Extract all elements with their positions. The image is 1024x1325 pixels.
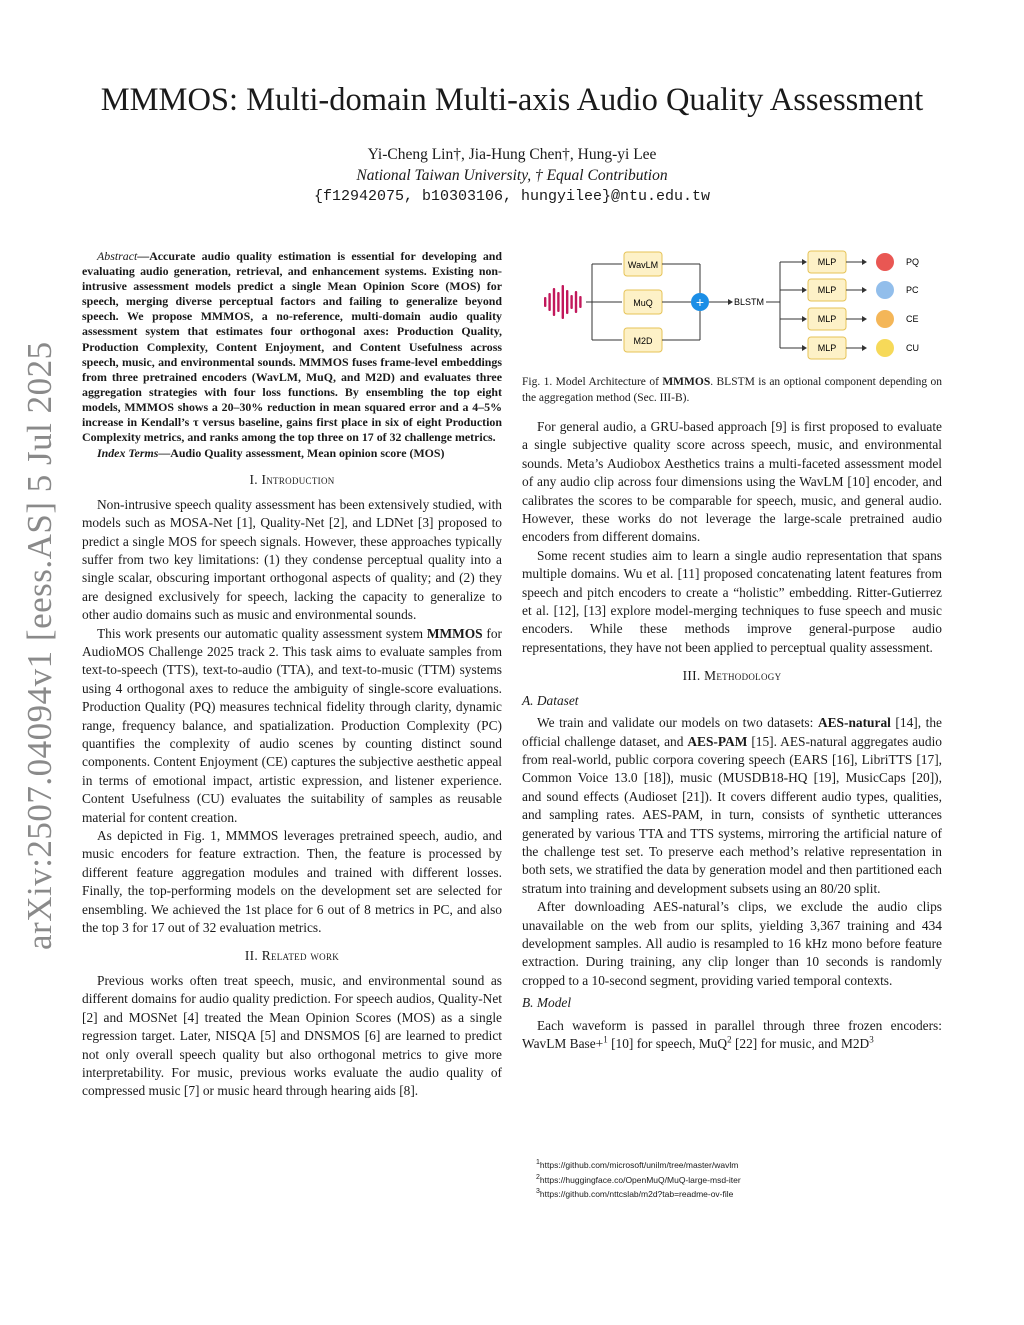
mlp-head-label: MLP (817, 285, 837, 295)
system-name: MMMOS (426, 625, 483, 641)
head-output-arrow (862, 287, 867, 293)
waveform-icon (544, 285, 582, 319)
axis-label: PC (906, 285, 919, 295)
head-output-arrow (862, 316, 867, 322)
waveform-bar (579, 296, 581, 308)
footnote-link[interactable]: https://huggingface.co/OpenMuQ/MuQ-large-msd-iter (539, 1174, 741, 1185)
footnote-3 (536, 1187, 940, 1202)
footnote-mark: 2 (536, 1173, 540, 1181)
right-column (522, 418, 942, 1053)
footnote-mark: 1 (536, 1159, 540, 1167)
model-paragraph-1 (522, 1017, 942, 1054)
axis-label: PQ (906, 257, 920, 267)
footnote-ref-1[interactable]: 1 (603, 1034, 608, 1045)
model-p1-a: Each waveform is passed in parallel through three frozen encoders: WavLM Base+ (522, 1017, 942, 1051)
waveform-bar (548, 293, 550, 311)
section-heading-related-work: II. Related work (244, 948, 340, 964)
footnote-link[interactable]: https://github.com/microsoft/unilm/tree/master/wavlm (539, 1160, 739, 1170)
dataset-p1-b: [14], the official challenge dataset, and (522, 715, 942, 749)
subsection-heading-dataset: A. Dataset (522, 692, 579, 708)
related-paragraph-1: Previous works often treat speech, music, and environmental sound as different domains for audio quality prediction. For speech audios, Quality-Net [2] and MOSNet [4] treated the Mean Opinion Scores (MOS) as a single regression target. Later, NISQA [5] and DNSMOS [6] are learned to predict not only overall speech quality but also orthogonal metrics to give more interpretability. For music, previous works evaluate the audio quality of compressed music [7] or music heard through hearing aids [8]. (82, 972, 502, 1099)
dataset-name-aes-natural: AES-natural (817, 715, 891, 731)
dataset-p1-c: [15]. AES-natural aggregates audio from real-world, public corpora covering speech (EARS [16], LibriTTS [17], Common Voice 13.0 [18]), music (MUSDB18-HQ [19], MusicCaps [20]), and sound effects (Audioset [21]). It covers different audio types, qualities, and sampling rates. AES-PAM, in turn, consists of synthetic utterances generated by various TTA and TTS systems, mirroring the artificial nature of the challenge test set. To preserve each method’s relative representation in both sets, we stratified the data by generation model and then partitioned each stratum into training and development subsets using an 80/20 split. (522, 733, 942, 896)
figure-1-caption (522, 375, 942, 406)
caption-start: Fig. 1. Model Architecture of (522, 376, 663, 388)
footnotes (536, 1158, 940, 1202)
waveform-bar (544, 297, 546, 307)
waveform-bar (570, 295, 572, 309)
author-emails: {f12942075, b10303106, hungyilee}@ntu.edu.tw (313, 188, 711, 205)
left-column (82, 249, 502, 1101)
abstract (82, 249, 502, 445)
axis-icons (876, 253, 919, 357)
index-terms-label: Index Terms (97, 446, 159, 461)
dataset-paragraph-1 (522, 714, 942, 898)
figure-1-architecture (540, 240, 940, 370)
model-p1-b: [10] for speech, MuQ (607, 1036, 728, 1051)
caption-rest: . BLSTM is an optional component depending on the aggregation method (Sec. III-B). (522, 376, 942, 404)
axis-pq-icon (876, 253, 894, 271)
footnote-1 (536, 1158, 940, 1173)
abstract-label: Abstract (97, 249, 138, 263)
intro-paragraph-2 (82, 625, 502, 827)
abstract-text: —Accurate audio quality estimation is essential for developing and evaluating audio generation, retrieval, and enhancement systems. Existing non-intrusive assessment models predict a single Mean Opinion Score (MOS) for speech, merging diverse perceptual factors and failing to generalize beyond speech. We propose MMMOS, a no-reference, multi-domain audio quality assessment system that estimates four orthogonal axes: Production Quality, Production Complexity, Content Enjoyment, and Content Usefulness across speech, music, and environmental sounds. MMMOS fuses frame-level embeddings from three pretrained encoders (WavLM, MuQ, and M2D) and evaluates three aggregation strategies with four loss functions. By ensembling the top eight models, MMMOS shows a 20–30% reduction in mean squared error and a 4–5% increase in Kendall’s τ versus baseline, gains first place in six of eight Production Complexity metrics, and ranks among the top three on 17 of 32 challenge metrics. (82, 249, 502, 445)
waveform-bar (553, 288, 555, 316)
related-paragraph-2: For general audio, a GRU-based approach [9] is first proposed to evaluate a single subjective quality score across speech, music, and environmental sounds. Meta’s Audiobox Aesthetics trains a multi-faceted assessment model of any audio clip across four dimensions using the WavLM [10] encoder, and calibrates the scores to be comparable for speech, music, and general audio. However, these works do not leverage the large-scale pretrained audio encoders from different domains. (522, 419, 942, 545)
axis-ce-icon (876, 310, 894, 328)
related-paragraph-3: Some recent studies aim to learn a single audio representation that spans multiple domains. Wu et al. [11] proposed concatenating latent features from speech and pitch encoders to create a “holistic” embedding. Ritter-Gutierrez et al. [12], [13] explore model-merging techniques to fuse speech and music encoders. While these methods improve general-purpose audio representations, they have not been applied to perceptual quality assessment. (522, 547, 942, 655)
intro-p2-start: This work presents our automatic quality assessment system (97, 625, 427, 641)
intro-paragraph-1: Non-intrusive speech quality assessment has been extensively studied, with models such as MOSA-Net [1], Quality-Net [2], and LDNet [3] proposed to predict a single MOS for speech signals. However, these approaches typically suffer from two key limitations: (1) they condense perceptual quality into a single scalar, obscuring important orthogonal aspects of quality; and (2) they are designed exclusively for speech, lacking the capacity to generalize to other audio domains such as music and environmental sounds. (82, 496, 502, 623)
mlp-head-label: MLP (817, 343, 837, 353)
index-terms-text: —Audio Quality assessment, Mean opinion score (MOS) (158, 446, 445, 461)
aggregator-blstm-label: BLSTM (734, 297, 765, 307)
head-arrow (802, 345, 807, 351)
axis-label: CU (906, 343, 919, 353)
affiliation: National Taiwan University, † Equal Contribution (356, 167, 668, 184)
footnote-ref-2[interactable]: 2 (727, 1034, 732, 1045)
subsection-heading-model: B. Model (522, 995, 572, 1011)
index-terms (82, 446, 502, 461)
mlp-heads (780, 251, 867, 359)
model-p1-c: [22] for music, and M2D (731, 1036, 870, 1051)
encoder-muq-label: MuQ (633, 298, 653, 308)
dataset-p1-a: We train and validate our models on two datasets: (537, 715, 818, 731)
section-heading-methodology: III. Methodology (682, 668, 782, 684)
waveform-bar (557, 292, 559, 312)
intro-p2-rest: for AudioMOS Challenge 2025 track 2. This task aims to evaluate samples from text-to-speech (TTS), text-to-audio (TTA), and text-to-music (TTM) systems using 4 orthogonal axes to reduce the ambiguity of single-score evaluations. Production Quality (PQ) measures technical fidelity through clarity, dynamic range, frequency balance, and spatialization. Production Complexity (PC) quantifies the complexity of audio scenes by counting distinct sound components. Content Enjoyment (CE) captures the subjective aesthetic appeal in terms of emotional impact, artistic expression, and listener experience. Content Usefulness (CU) evaluates the suitability of samples as reusable material for content creation. (82, 625, 502, 825)
section-heading-introduction: I. Introduction (249, 472, 335, 488)
caption-system-name: MMMOS (662, 376, 711, 388)
dataset-name-aes-pam: AES-PAM (687, 733, 748, 749)
waveform-bar (566, 290, 568, 314)
footnote-2 (536, 1173, 940, 1188)
intro-paragraph-3: As depicted in Fig. 1, MMMOS leverages pretrained speech, audio, and music encoders for feature extraction. Then, the feature is processed by different feature aggregation modules and trained with different losses. Finally, the top-performing models on the development set are selected for ensembling. We achieved the 1st place for 6 out of 8 metrics in PC, and also the top 3 for 17 out of 32 evaluation metrics. (82, 828, 502, 936)
footnote-mark: 3 (536, 1188, 540, 1196)
axis-cu-icon (876, 339, 894, 357)
waveform-bar (562, 285, 564, 319)
mlp-head-label: MLP (817, 314, 837, 324)
waveform-bar (575, 291, 577, 313)
dataset-paragraph-2: After downloading AES-natural’s clips, we exclude the audio clips unavailable on the web from our splits, yielding 3,367 training and 434 development samples. All audio is resampled to 16 kHz mono before feature extraction. During training, any clip longer than 10 seconds is randomly cropped to a 10-second segment, providing varied temporal contexts. (522, 899, 942, 988)
head-arrow (802, 316, 807, 322)
head-output-arrow (862, 259, 867, 265)
axis-label: CE (906, 314, 919, 324)
arxiv-identifier: arXiv:2507.04094v1 [eess.AS] 5 Jul 2025 (20, 341, 59, 950)
footnote-link[interactable]: https://github.com/nttcslab/m2d?tab=readme-ov-file (539, 1189, 734, 1199)
axis-pc-icon (876, 281, 894, 299)
head-arrow (802, 287, 807, 293)
head-output-arrow (862, 345, 867, 351)
paper-title: MMMOS: Multi-domain Multi-axis Audio Quality Assessment (100, 82, 924, 118)
fusion-plus-symbol: + (695, 294, 705, 310)
mlp-head-label: MLP (817, 257, 837, 267)
encoder-m2d-label: M2D (633, 336, 653, 346)
author-list: Yi-Cheng Lin†, Jia-Hung Chen†, Hung-yi Lee (367, 146, 657, 163)
footnote-ref-3[interactable]: 3 (869, 1034, 874, 1045)
head-arrow (802, 259, 807, 265)
encoder-wavlm-label: WavLM (627, 260, 659, 270)
